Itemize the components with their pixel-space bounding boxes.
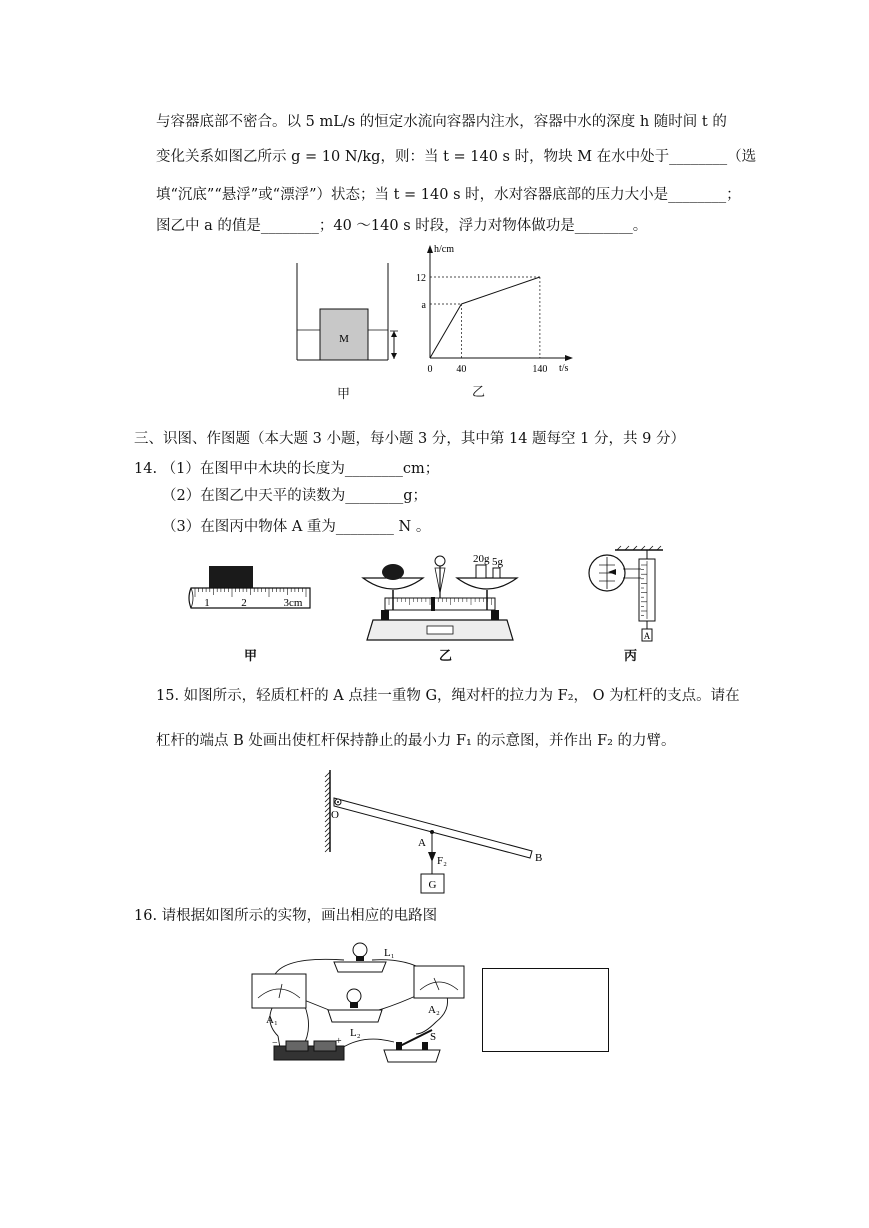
- x-axis-label: t/s: [559, 363, 569, 374]
- switch-base: [384, 1050, 440, 1062]
- circuit-physical-figure: [244, 938, 469, 1068]
- label-a2: A₂: [428, 1004, 440, 1016]
- object-a-label: A: [643, 631, 651, 641]
- object-on-pan: [382, 564, 404, 580]
- svg-text:+: +: [336, 1036, 342, 1047]
- ruler-label-1: 1: [204, 597, 210, 609]
- label-f2: F₂: [437, 855, 447, 867]
- series-segment-0: [430, 304, 461, 358]
- ruler-label-2: 2: [241, 597, 247, 609]
- lamp-l1-bulb: [353, 943, 367, 957]
- section-3-heading: 三、识图、作图题（本大题 3 小题，每小题 3 分，其中第 14 题每空 1 分，共 9 分）: [134, 431, 685, 447]
- x-tick-label-1: 40: [456, 364, 467, 375]
- fig14-bing-caption: 丙: [624, 649, 638, 664]
- p14-q3: （3）在图丙中物体 A 重为________ N 。: [162, 519, 431, 535]
- lever-figure: [318, 766, 558, 898]
- ruler-label-3cm: 3cm: [283, 597, 303, 609]
- p15-line-2: 杠杆的端点 B 处画出使杠杆保持静止的最小力 F₁ 的示意图，并作出 F₂ 的力臂。: [156, 733, 676, 749]
- container-figure: [290, 258, 410, 398]
- fig-jia-caption: 甲: [337, 387, 351, 402]
- ammeter-a1: [252, 974, 306, 1008]
- label-l2: L₂: [350, 1027, 361, 1039]
- y-axis-label: h/cm: [434, 244, 454, 255]
- p14-q1: 14. （1）在图甲中木块的长度为________cm；: [134, 461, 440, 477]
- label-l1: L₁: [384, 947, 395, 959]
- circuit-answer-box[interactable]: [482, 968, 609, 1052]
- lamp-l2-base: [328, 1010, 382, 1022]
- p13-line-3: 填“沉底”“悬浮”或“漂浮”）状态；当 t = 140 s 时，水对容器底部的压力大小是________；: [156, 187, 741, 203]
- p15-line-1: 15. 如图所示，轻质杠杆的 A 点挂一重物 G，绳对杆的拉力为 F₂， O 为杠杆的支点。请在: [156, 688, 740, 704]
- fig14-jia-caption: 甲: [244, 649, 258, 664]
- lever-bar: [334, 798, 532, 858]
- y-tick-label-1: 12: [416, 273, 426, 284]
- lamp-l2-bulb: [347, 989, 361, 1003]
- block-m-label: M: [339, 333, 349, 345]
- series-segment-1: [461, 277, 540, 304]
- p13-line-2: 变化关系如图乙所示 g = 10 N/kg，则：当 t = 140 s 时，物块 M 在水中处于________（选: [156, 149, 757, 165]
- wood-block: [209, 566, 253, 588]
- x-tick-label-2: 140: [532, 364, 548, 375]
- weight-5g-label: 5g: [492, 556, 503, 568]
- ruler-figure: [185, 560, 315, 620]
- svg-text:−: −: [272, 1038, 278, 1049]
- label-a: A: [418, 837, 426, 849]
- label-o: O: [331, 809, 339, 821]
- label-b: B: [535, 852, 543, 864]
- h-t-chart: [405, 240, 580, 380]
- weight-5g: [493, 568, 500, 578]
- weight-20g-label: 20g: [473, 553, 490, 565]
- lamp-l1-base: [334, 962, 386, 972]
- fig-yi-caption: 乙: [472, 385, 486, 400]
- y-tick-label-0: a: [421, 300, 426, 311]
- p13-line-1: 与容器底部不密合。以 5 mL/s 的恒定水流向容器内注水，容器中水的深度 h 随时间 t 的: [156, 114, 727, 130]
- x-tick-label-0: 0: [427, 364, 433, 375]
- p14-q2: （2）在图乙中天平的读数为________g；: [162, 488, 428, 504]
- label-g: G: [428, 879, 437, 891]
- fig14-yi-caption: 乙: [439, 649, 453, 664]
- balance-figure: [355, 548, 525, 648]
- label-s: S: [430, 1031, 437, 1043]
- p16-line-1: 16. 请根据如图所示的实物，画出相应的电路图: [134, 908, 438, 924]
- p13-line-4: 图乙中 a 的值是________；40 ～140 s 时段，浮力对物体做功是________。: [156, 218, 648, 234]
- weight-20g: [476, 565, 486, 578]
- label-a1: A₁: [266, 1014, 278, 1026]
- spring-scale-figure: [585, 545, 675, 645]
